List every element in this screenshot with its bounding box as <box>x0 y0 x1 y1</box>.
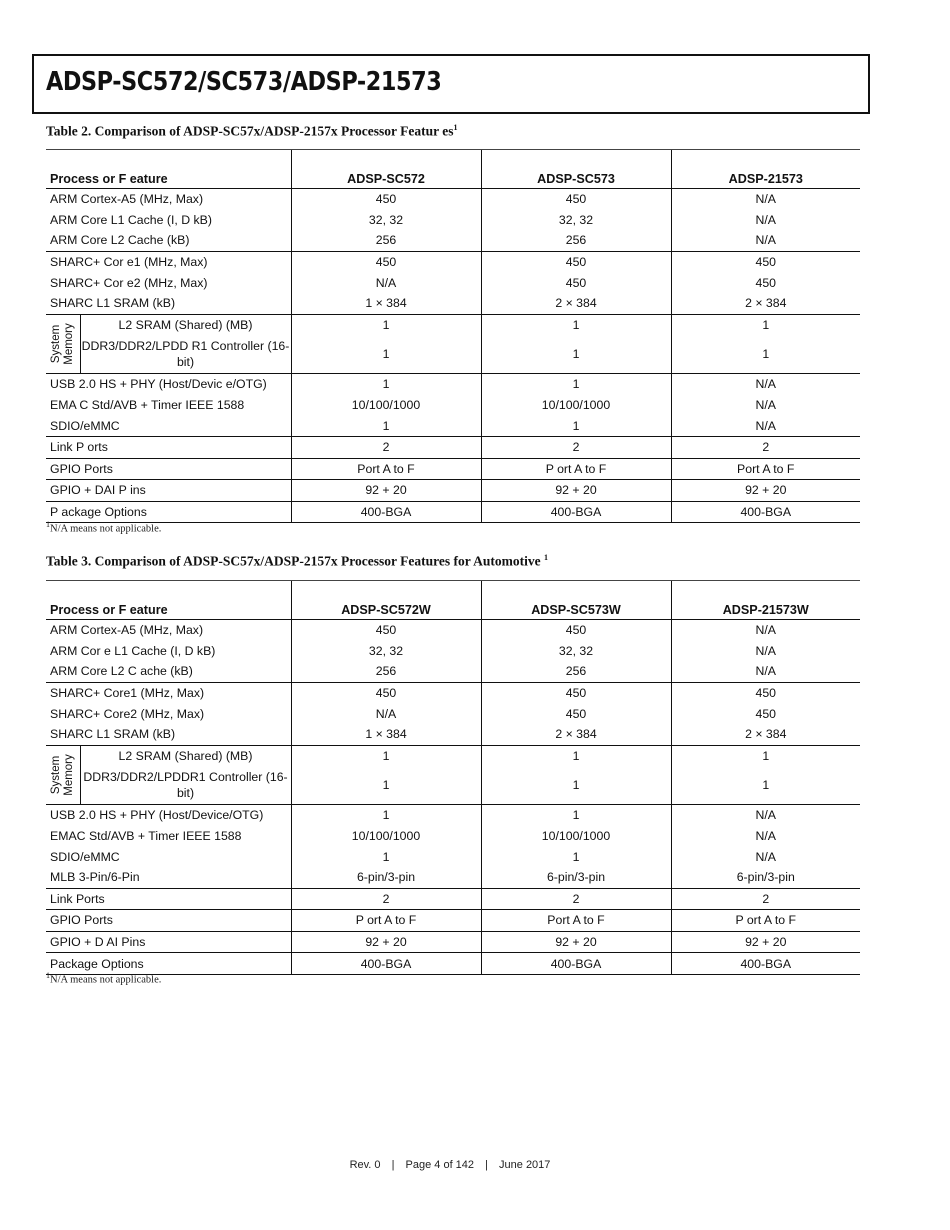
row-label: ARM Cortex-A5 (MHz, Max) <box>50 192 204 207</box>
cell-value: 6-pin/3-pin <box>481 867 671 888</box>
cell-value: 400-BGA <box>671 953 860 975</box>
cell-value: 2 <box>291 436 481 458</box>
cell-value: N/A <box>291 703 481 724</box>
cell-value: 2 × 384 <box>671 293 860 314</box>
cell-value: 1 <box>671 314 860 335</box>
cell-value: 450 <box>481 703 671 724</box>
cell-value: 92 + 20 <box>481 931 671 953</box>
cell-value: 1 <box>291 766 481 805</box>
row-label: L2 SRAM (Shared) (MB) <box>80 745 291 766</box>
cell-value: N/A <box>671 805 860 826</box>
cell-value: N/A <box>671 846 860 867</box>
cell-value: 32, 32 <box>291 641 481 662</box>
cell-value: N/A <box>671 641 860 662</box>
table-row <box>46 480 860 502</box>
cell-value: 2 × 384 <box>481 293 671 314</box>
table-row <box>46 293 860 314</box>
column-header-feature: Process or F eature <box>46 581 291 620</box>
table2-caption-text: Table 2. Comparison of ADSP-SC57x/ADSP-2157x Processor Featur es <box>46 123 454 139</box>
cell-value: N/A <box>671 661 860 682</box>
row-label: ARM Core L2 C ache (kB) <box>46 661 291 682</box>
cell-value: 256 <box>481 661 671 682</box>
cell-value: 400-BGA <box>671 501 860 523</box>
row-label: GPIO + DAI P ins <box>46 480 291 502</box>
cell-value: 1 <box>291 335 481 374</box>
row-label: SHARC L1 SRAM (kB) <box>46 293 291 314</box>
cell-value: Port A to F <box>671 458 860 480</box>
cell-value: 1 <box>481 415 671 436</box>
footer-rev: Rev. 0 <box>349 1159 381 1171</box>
table-row <box>46 766 860 805</box>
row-label: GPIO + D AI Pins <box>46 931 291 953</box>
table-row <box>46 724 860 745</box>
cell-value: 2 × 384 <box>671 724 860 745</box>
table-header-row <box>46 581 860 620</box>
cell-value: 256 <box>291 661 481 682</box>
cell-value: 1 × 384 <box>291 724 481 745</box>
cell-value: N/A <box>671 374 860 395</box>
table-row <box>46 374 860 395</box>
cell-value: 10/100/1000 <box>291 395 481 416</box>
table2-footnote <box>46 520 161 535</box>
row-label: USB 2.0 HS + PHY (Host/Device/OTG) <box>50 808 264 823</box>
cell-value: 1 <box>291 805 481 826</box>
row-label: USB 2.0 HS + PHY (Host/Devic e/OTG) <box>50 377 267 392</box>
table2-footnote-sup: 1 <box>46 520 50 529</box>
table-row <box>46 745 860 766</box>
cell-value: N/A <box>291 272 481 293</box>
cell-value: 450 <box>671 703 860 724</box>
row-label: Package Options <box>46 953 291 975</box>
table2 <box>46 149 860 523</box>
cell-value: 1 <box>291 745 481 766</box>
table-row <box>46 826 860 847</box>
table-row <box>46 436 860 458</box>
table2-footnote-text: N/A means not applicable. <box>50 523 162 535</box>
cell-value: 450 <box>671 682 860 703</box>
cell-value: 92 + 20 <box>671 480 860 502</box>
cell-value: 450 <box>291 682 481 703</box>
cell-value: Port A to F <box>291 458 481 480</box>
cell-value: N/A <box>671 189 860 210</box>
cell-value: P ort A to F <box>291 910 481 932</box>
cell-value: 1 <box>481 314 671 335</box>
table-row <box>46 661 860 682</box>
footer-page: Page 4 of 142 <box>405 1159 475 1171</box>
table2-caption-sup: 1 <box>453 123 458 132</box>
row-label: EMA C Std/AVB + Timer IEEE 1588 <box>50 398 245 413</box>
cell-value: Port A to F <box>481 910 671 932</box>
cell-value: 450 <box>291 251 481 272</box>
cell-value: N/A <box>671 415 860 436</box>
cell-value: 1 <box>291 314 481 335</box>
cell-value: 2 <box>291 888 481 910</box>
cell-value: 400-BGA <box>291 953 481 975</box>
row-label: GPIO Ports <box>46 910 291 932</box>
row-label: P ackage Options <box>46 501 291 523</box>
cell-value: N/A <box>671 395 860 416</box>
table-row <box>46 210 860 231</box>
table3-caption <box>46 553 548 570</box>
table-row <box>46 415 860 436</box>
cell-value: 450 <box>481 682 671 703</box>
cell-value: 1 <box>671 335 860 374</box>
cell-value: 32, 32 <box>291 210 481 231</box>
table-row <box>46 395 860 416</box>
row-label: SHARC L1 SRAM (kB) <box>46 724 291 745</box>
row-label: SDIO/eMMC <box>46 415 291 436</box>
cell-value: 6-pin/3-pin <box>671 867 860 888</box>
cell-value: 92 + 20 <box>291 480 481 502</box>
row-label: ARM Cortex-A5 (MHz, Max) <box>50 623 204 638</box>
table-row <box>46 953 860 975</box>
table-row <box>46 230 860 251</box>
system-memory-label: System Memory <box>49 754 75 796</box>
footer-separator: | <box>485 1159 488 1171</box>
table-row <box>46 189 860 210</box>
row-label: SHARC+ Cor e2 (MHz, Max) <box>50 275 208 290</box>
document-title: ADSP-SC572/SC573/ADSP-21573 <box>46 67 442 97</box>
table3 <box>46 580 860 975</box>
cell-value: 1 <box>291 374 481 395</box>
row-label: SHARC+ Cor e1 (MHz, Max) <box>50 255 208 270</box>
cell-value: 10/100/1000 <box>481 826 671 847</box>
table-row <box>46 501 860 523</box>
table-row <box>46 682 860 703</box>
cell-value: 1 <box>291 415 481 436</box>
row-label: DDR3/DDR2/LPDD R1 Controller (16-bit) <box>80 335 291 374</box>
column-header-model: ADSP-21573W <box>671 581 860 620</box>
column-header-feature: Process or F eature <box>46 150 291 189</box>
footer-date: June 2017 <box>499 1159 551 1171</box>
cell-value: 450 <box>481 272 671 293</box>
system-memory-group-label <box>46 745 80 805</box>
footer-separator: | <box>391 1159 395 1171</box>
row-label: DDR3/DDR2/LPDDR1 Controller (16-bit) <box>80 766 291 805</box>
row-label: L2 SRAM (Shared) (MB) <box>80 314 291 335</box>
table-row <box>46 272 860 293</box>
cell-value: 2 <box>481 888 671 910</box>
cell-value: 1 <box>481 846 671 867</box>
cell-value: 450 <box>481 620 671 641</box>
table-row <box>46 805 860 826</box>
cell-value: 92 + 20 <box>291 931 481 953</box>
cell-value: 1 <box>671 745 860 766</box>
cell-value: 2 × 384 <box>481 724 671 745</box>
system-memory-label: System Memory <box>49 323 75 365</box>
row-label: ARM Core L2 Cache (kB) <box>46 230 291 251</box>
column-header-model: ADSP-21573 <box>671 150 860 189</box>
cell-value: 1 <box>481 335 671 374</box>
column-header-model: ADSP-SC573W <box>481 581 671 620</box>
column-header-model: ADSP-SC572 <box>291 150 481 189</box>
cell-value: 450 <box>481 251 671 272</box>
cell-value: 92 + 20 <box>481 480 671 502</box>
table2-caption <box>46 123 458 140</box>
table-row <box>46 314 860 335</box>
page-footer <box>0 1159 900 1171</box>
cell-value: 32, 32 <box>481 641 671 662</box>
table3-footnote-text: N/A means not applicable. <box>50 974 162 986</box>
cell-value: N/A <box>671 620 860 641</box>
table-row <box>46 251 860 272</box>
table-row <box>46 335 860 374</box>
table-header-row <box>46 150 860 189</box>
table-row <box>46 620 860 641</box>
cell-value: 2 <box>671 888 860 910</box>
cell-value: 1 <box>481 374 671 395</box>
cell-value: 2 <box>481 436 671 458</box>
table-row <box>46 703 860 724</box>
system-memory-group-label <box>46 314 80 374</box>
row-label: Link P orts <box>46 436 291 458</box>
table-row <box>46 458 860 480</box>
cell-value: P ort A to F <box>671 910 860 932</box>
row-label: Link Ports <box>46 888 291 910</box>
column-header-model: ADSP-SC573 <box>481 150 671 189</box>
cell-value: 400-BGA <box>481 953 671 975</box>
table3-footnote <box>46 971 161 986</box>
cell-value: 256 <box>481 230 671 251</box>
cell-value: N/A <box>671 210 860 231</box>
cell-value: 1 <box>671 766 860 805</box>
cell-value: 400-BGA <box>291 501 481 523</box>
cell-value: 2 <box>671 436 860 458</box>
table-row <box>46 910 860 932</box>
cell-value: 1 <box>481 805 671 826</box>
cell-value: 450 <box>481 189 671 210</box>
table3-footnote-sup: 1 <box>46 971 50 980</box>
cell-value: 92 + 20 <box>671 931 860 953</box>
row-label: ARM Core L1 Cache (I, D kB) <box>50 212 212 227</box>
header-box <box>32 54 870 114</box>
cell-value: 400-BGA <box>481 501 671 523</box>
table-row <box>46 846 860 867</box>
cell-value: 10/100/1000 <box>481 395 671 416</box>
table-row <box>46 867 860 888</box>
cell-value: 1 <box>291 846 481 867</box>
cell-value: P ort A to F <box>481 458 671 480</box>
row-label: SHARC+ Core1 (MHz, Max) <box>50 686 205 701</box>
table3-caption-sup: 1 <box>543 553 548 562</box>
cell-value: 450 <box>671 251 860 272</box>
table-row <box>46 641 860 662</box>
cell-value: N/A <box>671 230 860 251</box>
table3-caption-text: Table 3. Comparison of ADSP-SC57x/ADSP-2157x Processor Features for Automotive <box>46 553 541 569</box>
cell-value: 6-pin/3-pin <box>291 867 481 888</box>
table-row <box>46 888 860 910</box>
row-label: ARM Cor e L1 Cache (I, D kB) <box>50 643 216 658</box>
row-label: MLB 3-Pin/6-Pin <box>46 867 291 888</box>
cell-value: 450 <box>671 272 860 293</box>
row-label: SHARC+ Core2 (MHz, Max) <box>50 706 205 721</box>
cell-value: 1 <box>481 745 671 766</box>
cell-value: 256 <box>291 230 481 251</box>
column-header-model: ADSP-SC572W <box>291 581 481 620</box>
cell-value: 450 <box>291 620 481 641</box>
cell-value: N/A <box>671 826 860 847</box>
cell-value: 10/100/1000 <box>291 826 481 847</box>
cell-value: 450 <box>291 189 481 210</box>
cell-value: 32, 32 <box>481 210 671 231</box>
row-label: EMAC Std/AVB + Timer IEEE 1588 <box>50 829 242 844</box>
cell-value: 1 × 384 <box>291 293 481 314</box>
row-label: SDIO/eMMC <box>50 849 120 864</box>
row-label: GPIO Ports <box>46 458 291 480</box>
cell-value: 1 <box>481 766 671 805</box>
table-row <box>46 931 860 953</box>
